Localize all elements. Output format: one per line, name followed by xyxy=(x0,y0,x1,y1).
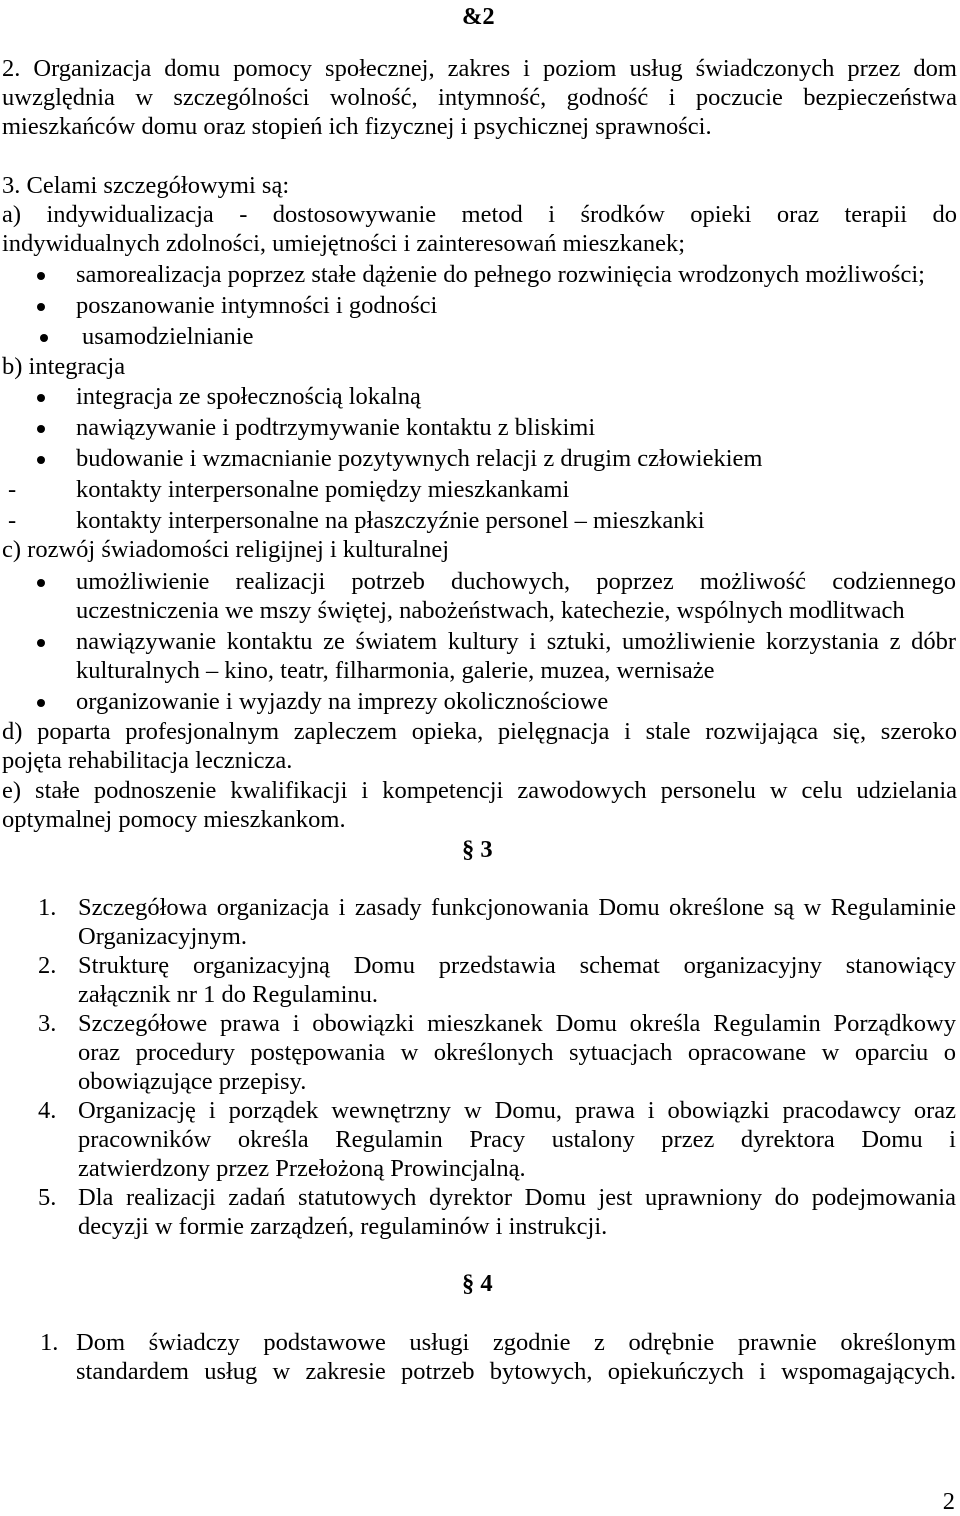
bullet-text: nawiązywanie i podtrzymywanie kontaktu z bliskimi xyxy=(76,414,596,441)
bullet-icon xyxy=(37,639,45,647)
section-heading: &2 xyxy=(462,3,495,30)
item-text: zatwierdzony przez Przełożoną Prowincjalną. xyxy=(78,1155,526,1182)
dash-marker: - xyxy=(8,476,17,503)
item-text: decyzji w formie zarządzeń, regulaminów i instrukcji. xyxy=(78,1213,608,1240)
item-number: 5. xyxy=(38,1184,57,1211)
bullet-item xyxy=(76,260,956,289)
bullet-text: organizowanie i wyjazdy na imprezy okolicznościowe xyxy=(76,688,609,715)
numbered-item xyxy=(38,1009,956,1096)
bullet-item xyxy=(76,627,956,685)
bullet-text: integracja ze społecznością lokalną xyxy=(76,383,421,410)
paragraph-3-intro xyxy=(2,171,957,200)
numbered-item xyxy=(38,1096,956,1183)
bullet-text: poszanowanie intymności i godności xyxy=(76,292,438,319)
item-text: Dla realizacji zadań statutowych dyrektor Domu jest uprawniony do podejmowania xyxy=(78,1184,956,1211)
paragraph-line: 2. Organizacja domu pomocy społecznej, zakres i poziom usług świadczonych przez dom xyxy=(2,55,957,82)
bullet-text: nawiązywanie kontaktu ze światem kultury i sztuki, umożliwienie korzystania z dóbr xyxy=(76,628,956,655)
goal-c xyxy=(2,535,957,564)
numbered-item xyxy=(38,893,956,951)
item-text: Strukturę organizacyjną Domu przedstawia schemat organizacyjny stanowiący xyxy=(78,952,956,979)
item-text: standardem usług w zakresie potrzeb bytowych, opiekuńczych i wspomagających. xyxy=(76,1358,956,1385)
goal-a xyxy=(2,200,957,258)
bullet-icon xyxy=(37,699,45,707)
goal-e xyxy=(2,776,957,834)
bullet-item xyxy=(76,382,956,411)
goal-d xyxy=(2,717,957,775)
item-number: 4. xyxy=(38,1097,57,1124)
dash-item-text: kontakty interpersonalne na płaszczyźnie personel – mieszkanki xyxy=(76,507,705,534)
paragraph-line: uwzględnia w szczególności wolność, intymność, godność i poczucie bezpieczeństwa xyxy=(2,84,957,111)
item-text: Organizacyjnym. xyxy=(78,923,247,950)
bullet-item xyxy=(76,291,956,320)
bullet-text: kulturalnych – kino, teatr, filharmonia, galerie, muzea, wernisaże xyxy=(76,657,715,684)
bullet-item xyxy=(76,687,956,716)
item-text: załącznik nr 1 do Regulaminu. xyxy=(78,981,379,1008)
dash-item xyxy=(8,475,956,504)
bullet-item xyxy=(76,567,956,625)
numbered-item xyxy=(38,951,956,1009)
paragraph-line: indywidualnych zdolności, umiejętności i zainteresowań mieszkanek; xyxy=(2,230,686,257)
section-heading: § 4 xyxy=(462,1270,493,1297)
bullet-text: umożliwienie realizacji potrzeb duchowych, poprzez możliwość codziennego xyxy=(76,568,956,595)
item-number: 2. xyxy=(38,952,57,979)
paragraph-line: a) indywidualizacja - dostosowywanie metod i środków opieki oraz terapii do xyxy=(2,201,957,228)
numbered-item xyxy=(38,1183,956,1241)
item-text: Organizację i porządek wewnętrzny w Domu, prawa i obowiązki pracodawcy oraz xyxy=(78,1097,956,1124)
paragraph-line: pojęta rehabilitacja lecznicza. xyxy=(2,747,293,774)
numbered-item xyxy=(40,1328,956,1386)
item-number: 1. xyxy=(38,894,57,921)
bullet-icon xyxy=(37,394,45,402)
bullet-icon xyxy=(37,456,45,464)
item-text: Dom świadczy podstawowe usługi zgodnie z odrębnie prawnie określonym xyxy=(76,1329,956,1356)
page-number: 2 xyxy=(942,1488,955,1515)
bullet-icon xyxy=(37,303,45,311)
bullet-text: samorealizacja poprzez stałe dążenie do pełnego rozwinięcia wrodzonych możliwości; xyxy=(76,261,925,288)
item-text: obowiązujące przepisy. xyxy=(78,1068,307,1095)
section-heading: § 3 xyxy=(462,836,493,863)
dash-item-text: kontakty interpersonalne pomiędzy mieszkankami xyxy=(76,476,570,503)
paragraph-line: mieszkańców domu oraz stopień ich fizycznej i psychicznej sprawności. xyxy=(2,113,712,140)
item-text: Szczegółowa organizacja i zasady funkcjonowania Domu określone są w Regulaminie xyxy=(78,894,956,921)
bullet-icon xyxy=(37,272,45,280)
dash-item xyxy=(8,506,956,535)
item-text: pracowników określa Regulamin Pracy ustalony przez dyrektora Domu i xyxy=(78,1126,956,1153)
dash-marker: - xyxy=(8,507,17,534)
item-text: Szczegółowe prawa i obowiązki mieszkanek Domu określa Regulamin Porządkowy xyxy=(78,1010,956,1037)
bullet-icon xyxy=(40,334,48,342)
paragraph-line: d) poparta profesjonalnym zapleczem opieka, pielęgnacja i stale rozwijająca się, szeroko xyxy=(2,718,957,745)
bullet-text: uczestniczenia we mszy świętej, nabożeństwach, katechezie, wspólnych modlitwach xyxy=(76,597,905,624)
paragraph-line: b) integracja xyxy=(2,353,126,380)
bullet-icon xyxy=(37,425,45,433)
item-number: 1. xyxy=(40,1329,59,1356)
bullet-item xyxy=(82,322,956,351)
item-text: oraz procedury postępowania w określonych sytuacjach opracowane w oparciu o xyxy=(78,1039,956,1066)
paragraph-line: optymalnej pomocy mieszkankom. xyxy=(2,806,346,833)
paragraph-2 xyxy=(2,54,957,141)
item-number: 3. xyxy=(38,1010,57,1037)
bullet-text: usamodzielnianie xyxy=(82,323,254,350)
bullet-item xyxy=(76,444,956,473)
paragraph-line: c) rozwój świadomości religijnej i kulturalnej xyxy=(2,536,450,563)
bullet-text: budowanie i wzmacnianie pozytywnych relacji z drugim człowiekiem xyxy=(76,445,763,472)
goal-b xyxy=(2,352,957,381)
bullet-icon xyxy=(37,579,45,587)
paragraph-line: e) stałe podnoszenie kwalifikacji i kompetencji zawodowych personelu w celu udzielania xyxy=(2,777,957,804)
paragraph-line: 3. Celami szczegółowymi są: xyxy=(2,172,290,199)
bullet-item xyxy=(76,413,956,442)
